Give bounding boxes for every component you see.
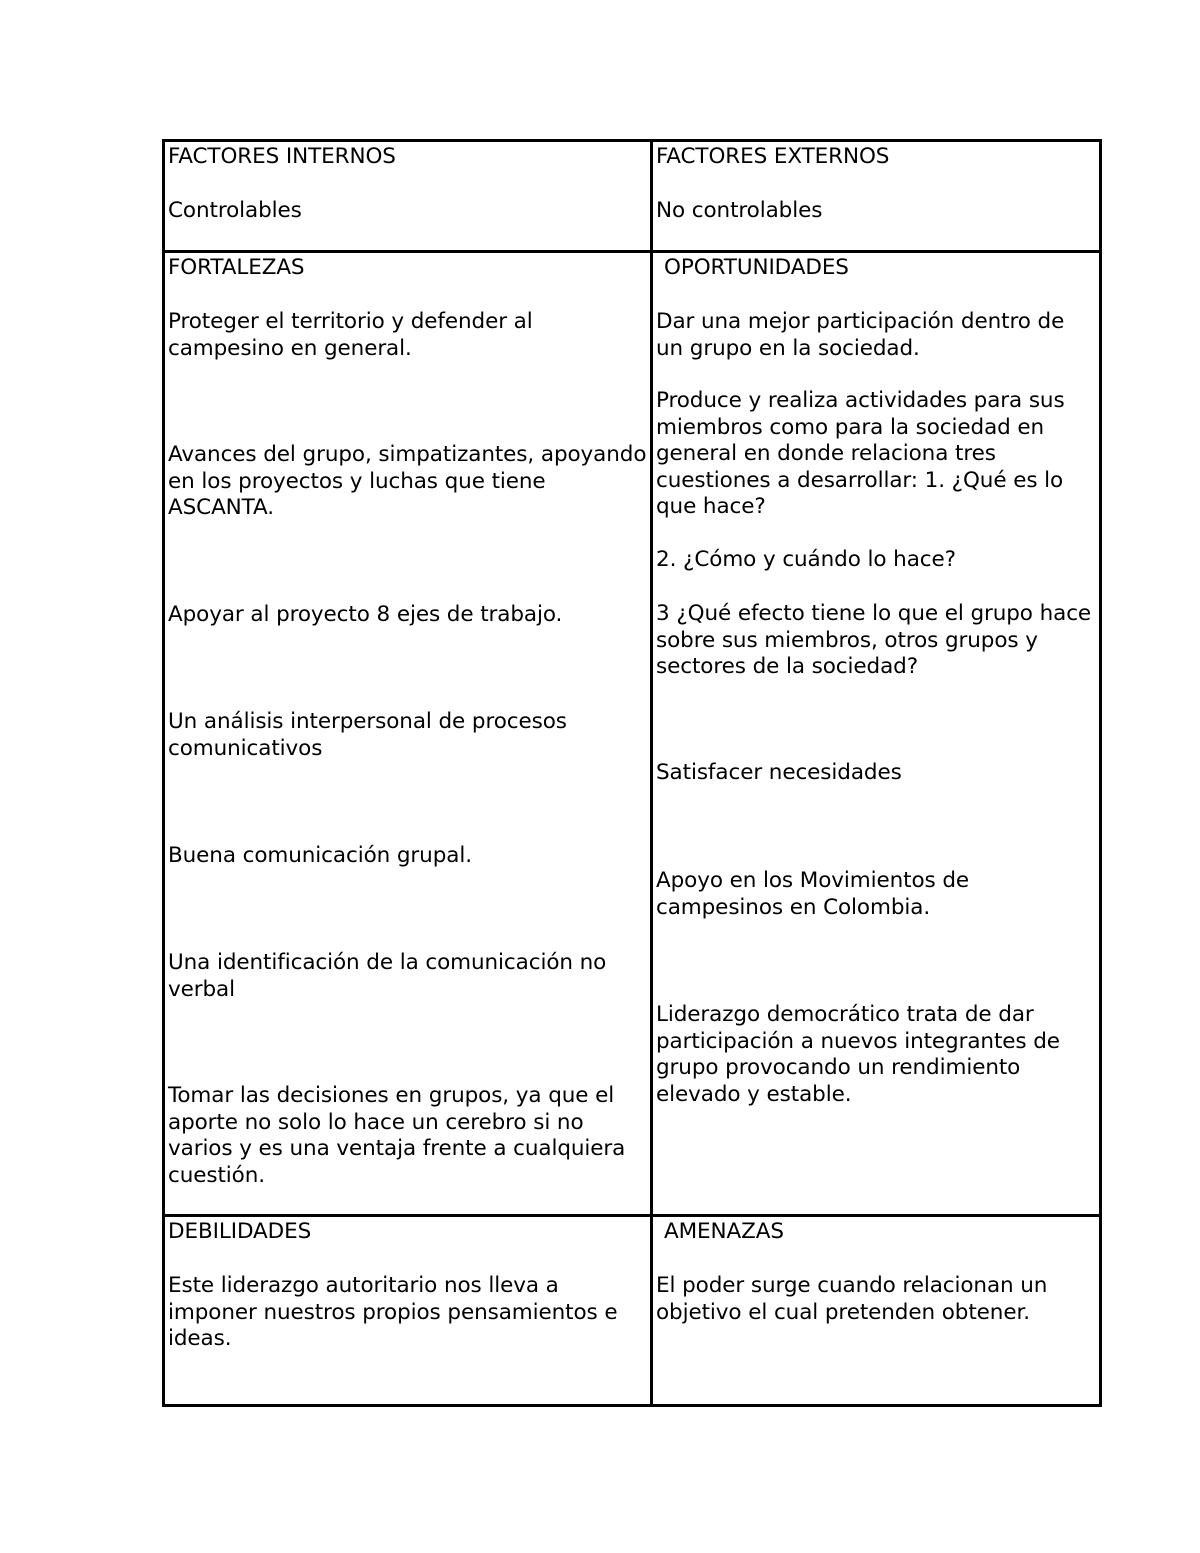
- strength-item: Tomar las decisiones en grupos, ya que el aporte no solo lo hace un cerebro si no varios y es una ventaja frente a cualquiera cuestión.: [168, 1083, 626, 1188]
- opportunity-item: Dar una mejor participación dentro de un grupo en la sociedad.: [656, 309, 1065, 361]
- external-factors-title: FACTORES EXTERNOS: [656, 144, 890, 169]
- strengths-cell: [164, 252, 652, 1216]
- external-factors-subtitle: No controlables: [656, 198, 823, 223]
- threat-item: El poder surge cuando relacionan un objetivo el cual pretenden obtener.: [656, 1273, 1048, 1325]
- strength-item: Una identificación de la comunicación no verbal: [168, 950, 607, 1002]
- external-factors-cell: [652, 141, 1101, 252]
- weaknesses-threats-row: [164, 1216, 1101, 1406]
- weaknesses-title: DEBILIDADES: [168, 1219, 312, 1244]
- opportunity-item: Liderazgo democrático trata de dar participación a nuevos integrantes de grupo provocando un rendimiento elevado y estable.: [656, 1002, 1060, 1107]
- strength-item: Avances del grupo, simpatizantes, apoyando en los proyectos y luchas que tiene ASCANTA.: [168, 442, 647, 520]
- strengths-opportunities-row: [164, 252, 1101, 1216]
- internal-factors-cell: [164, 141, 652, 252]
- opportunity-item: Satisfacer necesidades: [656, 760, 902, 785]
- internal-factors-subtitle: Controlables: [168, 198, 302, 223]
- opportunity-item: 2. ¿Cómo y cuándo lo hace?: [656, 547, 956, 572]
- internal-factors-title: FACTORES INTERNOS: [168, 144, 396, 169]
- weakness-item: Este liderazgo autoritario nos lleva a imponer nuestros propios pensamientos e ideas.: [168, 1273, 618, 1351]
- opportunities-cell: [652, 252, 1101, 1216]
- strength-item: Buena comunicación grupal.: [168, 843, 472, 868]
- strengths-title: FORTALEZAS: [168, 255, 305, 280]
- header-row: [164, 141, 1101, 252]
- threats-cell: [652, 1216, 1101, 1406]
- opportunities-title: OPORTUNIDADES: [664, 255, 849, 280]
- strength-item: Proteger el territorio y defender al campesino en general.: [168, 309, 533, 361]
- weaknesses-cell: [164, 1216, 652, 1406]
- threats-title: AMENAZAS: [664, 1219, 784, 1244]
- strength-item: Apoyar al proyecto 8 ejes de trabajo.: [168, 602, 563, 627]
- swot-table: [162, 139, 1102, 1407]
- opportunity-item: Apoyo en los Movimientos de campesinos en Colombia.: [656, 868, 970, 920]
- opportunity-item: 3 ¿Qué efecto tiene lo que el grupo hace sobre sus miembros, otros grupos y sectores de la sociedad?: [656, 601, 1092, 679]
- opportunity-item: Produce y realiza actividades para sus miembros como para la sociedad en general en donde relaciona tres cuestiones a desarrollar: 1. ¿Qué es lo que hace?: [656, 388, 1065, 519]
- strength-item: Un análisis interpersonal de procesos comunicativos: [168, 709, 567, 761]
